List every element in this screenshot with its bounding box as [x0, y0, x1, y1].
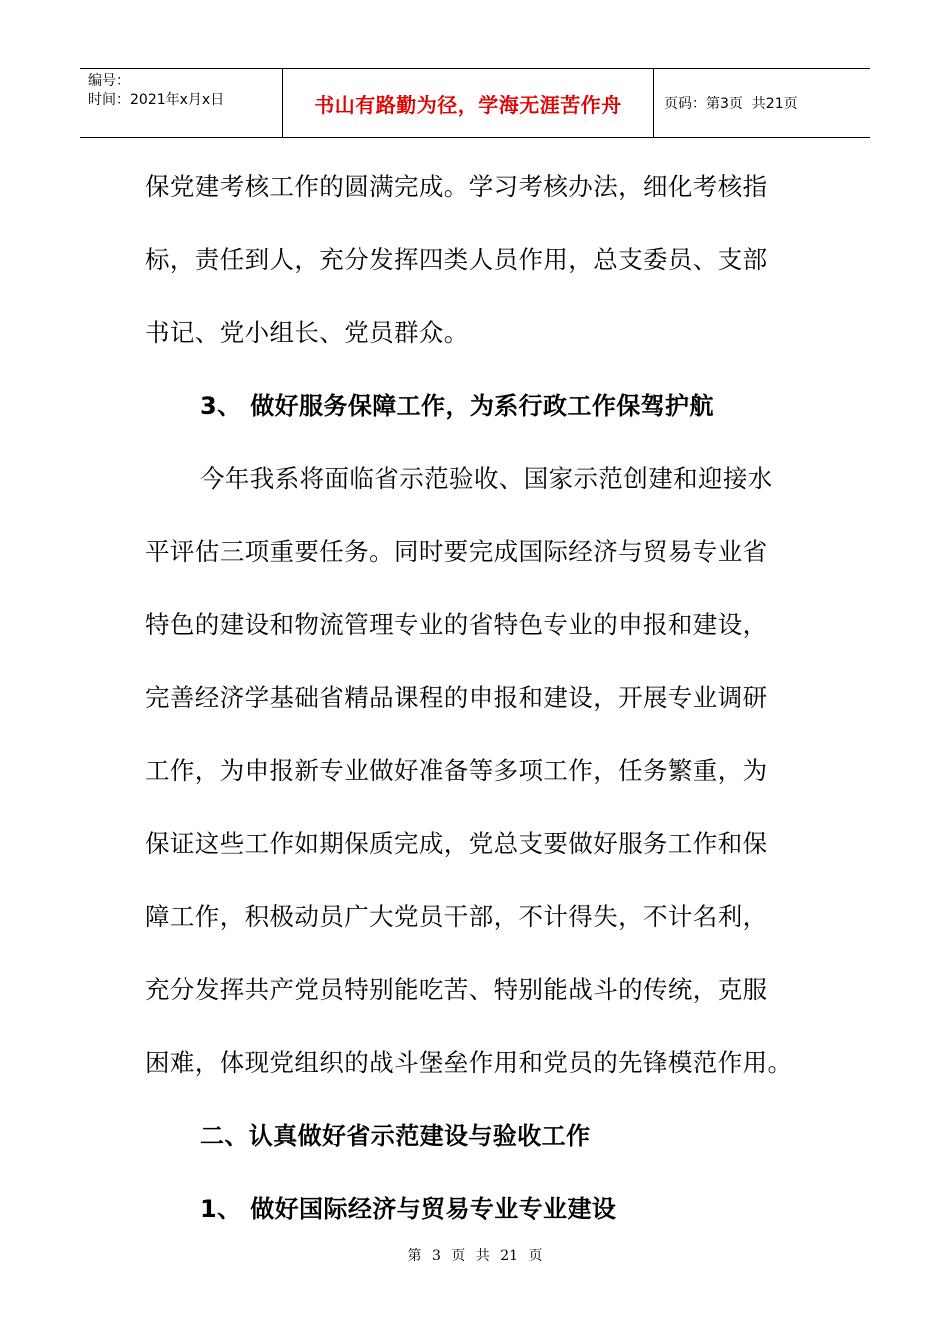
header-page-text: 页码：第3页 共21页: [664, 96, 798, 112]
header-motto: 书山有路勤为径，学海无涯苦作舟: [282, 69, 654, 137]
body-paragraph-line: 平评估三项重要任务。同时要完成国际经济与贸易专业省: [145, 537, 768, 566]
document-header: [80, 68, 870, 138]
section-heading: 二、认真做好省示范建设与验收工作: [200, 1122, 591, 1150]
section-heading: 3、 做好服务保障工作，为系行政工作保驾护航: [200, 392, 714, 420]
body-paragraph-line: 保党建考核工作的圆满完成。学习考核办法，细化考核指: [145, 172, 768, 201]
header-meta: [80, 69, 282, 137]
section-heading: 1、 做好国际经济与贸易专业专业建设: [200, 1195, 617, 1223]
document-time-label: 时间：2021年x月x日: [88, 92, 225, 108]
body-paragraph-line: 障工作，积极动员广大党员干部，不计得失，不计名利，: [145, 902, 768, 931]
document-number-label: 编号：: [88, 73, 130, 89]
body-paragraph-line: 工作，为申报新专业做好准备等多项工作，任务繁重，为: [145, 756, 768, 785]
body-paragraph-line: 充分发挥共产党员特别能吃苦、特别能战斗的传统，克服: [145, 975, 768, 1004]
body-paragraph-line: 特色的建设和物流管理专业的省特色专业的申报和建设，: [145, 610, 768, 639]
body-paragraph-line: 完善经济学基础省精品课程的申报和建设，开展专业调研: [145, 683, 768, 712]
body-paragraph-line: 标，责任到人，充分发挥四类人员作用，总支委员、支部: [145, 245, 768, 274]
body-paragraph-line: 今年我系将面临省示范验收、国家示范创建和迎接水: [200, 464, 773, 493]
page-footer: 第 3 页 共 21 页: [407, 1248, 543, 1264]
header-page-info: [654, 69, 870, 137]
body-paragraph-line: 困难，体现党组织的战斗堡垒作用和党员的先锋模范作用。: [145, 1048, 793, 1077]
body-paragraph-line: 保证这些工作如期保质完成，党总支要做好服务工作和保: [145, 829, 768, 858]
body-paragraph-line: 书记、党小组长、党员群众。: [145, 318, 469, 347]
